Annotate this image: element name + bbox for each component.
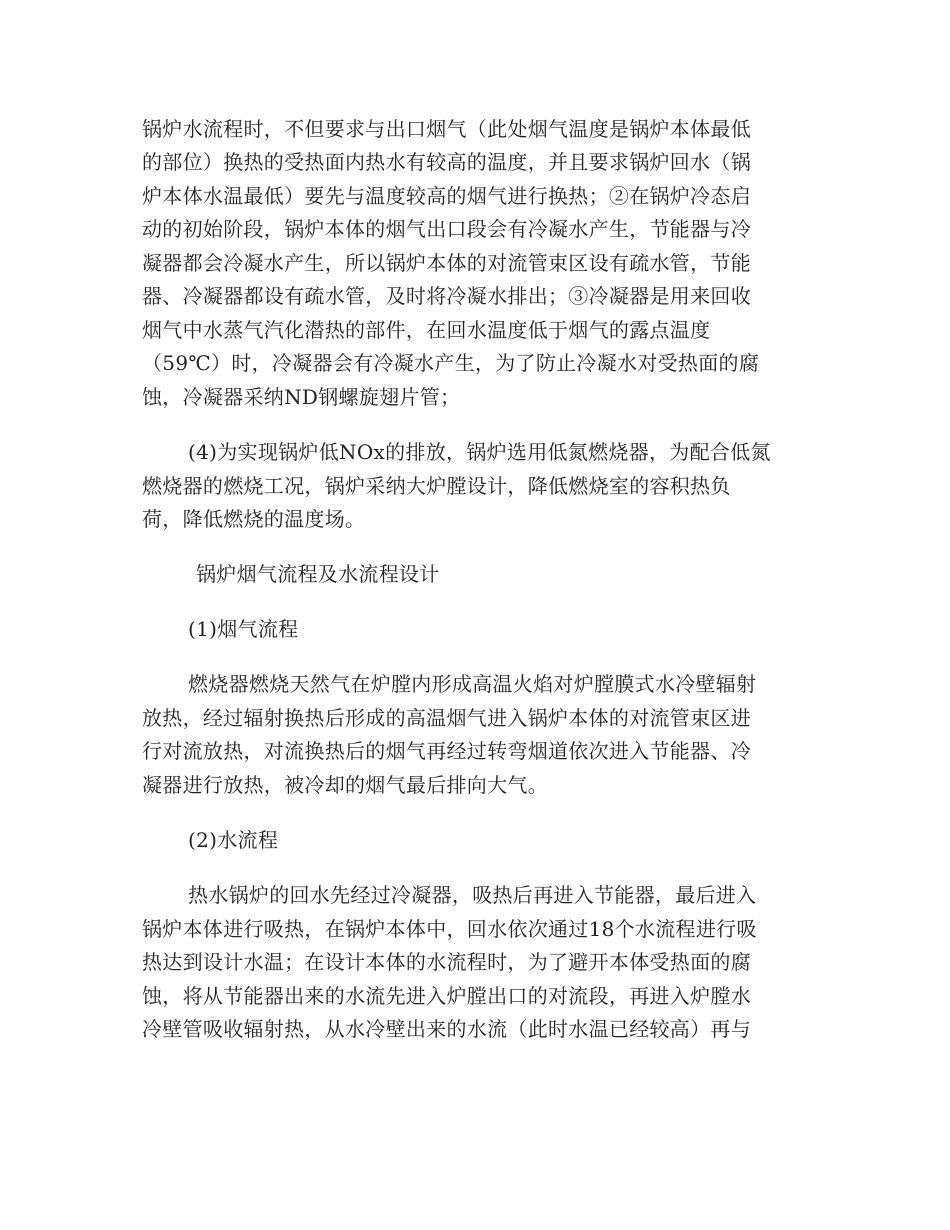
paragraph-line: 凝器都会冷凝水产生，所以锅炉本体的对流管束区设有疏水管，节能: [142, 251, 751, 275]
paragraph-line: 锅炉本体进行吸热，在锅炉本体中，回水依次通过18个水流程进行吸: [142, 917, 757, 941]
paragraph-line: 荷，降低燃烧的温度场。: [142, 507, 366, 531]
paragraph-line: 冷壁管吸收辐射热，从水冷壁出来的水流（此时水温已经较高）再与: [142, 1017, 751, 1041]
paragraph-line: 燃烧器燃烧天然气在炉膛内形成高温火焰对炉膛膜式水冷壁辐射: [188, 672, 757, 696]
paragraph-line: (4)为实现锅炉低NOx的排放，锅炉选用低氮燃烧器，为配合低氮: [188, 440, 771, 464]
paragraph-line: 的部位）换热的受热面内热水有较高的温度，并且要求锅炉回水（锅: [142, 150, 751, 174]
paragraph-line: 燃烧器的燃烧工况，锅炉采纳大炉膛设计，降低燃烧室的容积热负: [142, 474, 731, 498]
subheading: (1)烟气流程: [188, 617, 299, 641]
section-heading: 锅炉烟气流程及水流程设计: [196, 562, 440, 586]
paragraph-line: 动的初始阶段，锅炉本体的烟气出口段会有冷凝水产生，节能器与冷: [142, 217, 751, 241]
paragraph-line: （59℃）时，冷凝器会有冷凝水产生，为了防止冷凝水对受热面的腐: [142, 351, 760, 375]
paragraph-line: 烟气中水蒸气汽化潜热的部件，在回水温度低于烟气的露点温度: [142, 318, 711, 342]
paragraph-line: 凝器进行放热，被冷却的烟气最后排向大气。: [142, 773, 548, 797]
paragraph-line: 蚀，冷凝器采纳ND钢螺旋翅片管；: [142, 385, 461, 409]
paragraph-line: 蚀，将从节能器出来的水流先进入炉膛出口的对流段，再进入炉膛水: [142, 984, 751, 1008]
paragraph-line: 热水锅炉的回水先经过冷凝器，吸热后再进入节能器，最后进入: [188, 883, 757, 907]
paragraph-line: 锅炉水流程时，不但要求与出口烟气（此处烟气温度是锅炉本体最低: [142, 117, 751, 141]
paragraph-line: 行对流放热，对流换热后的烟气再经过转弯烟道依次进入节能器、冷: [142, 739, 751, 763]
paragraph-line: 炉本体水温最低）要先与温度较高的烟气进行换热；②在锅炉冷态启: [142, 184, 751, 208]
subheading: (2)水流程: [188, 828, 279, 852]
paragraph-line: 器、冷凝器都设有疏水管，及时将冷凝水排出；③冷凝器是用来回收: [142, 284, 751, 308]
paragraph-line: 热达到设计水温；在设计本体的水流程时，为了避开本体受热面的腐: [142, 950, 751, 974]
paragraph-line: 放热，经过辐射换热后形成的高温烟气进入锅炉本体的对流管束区进: [142, 706, 751, 730]
